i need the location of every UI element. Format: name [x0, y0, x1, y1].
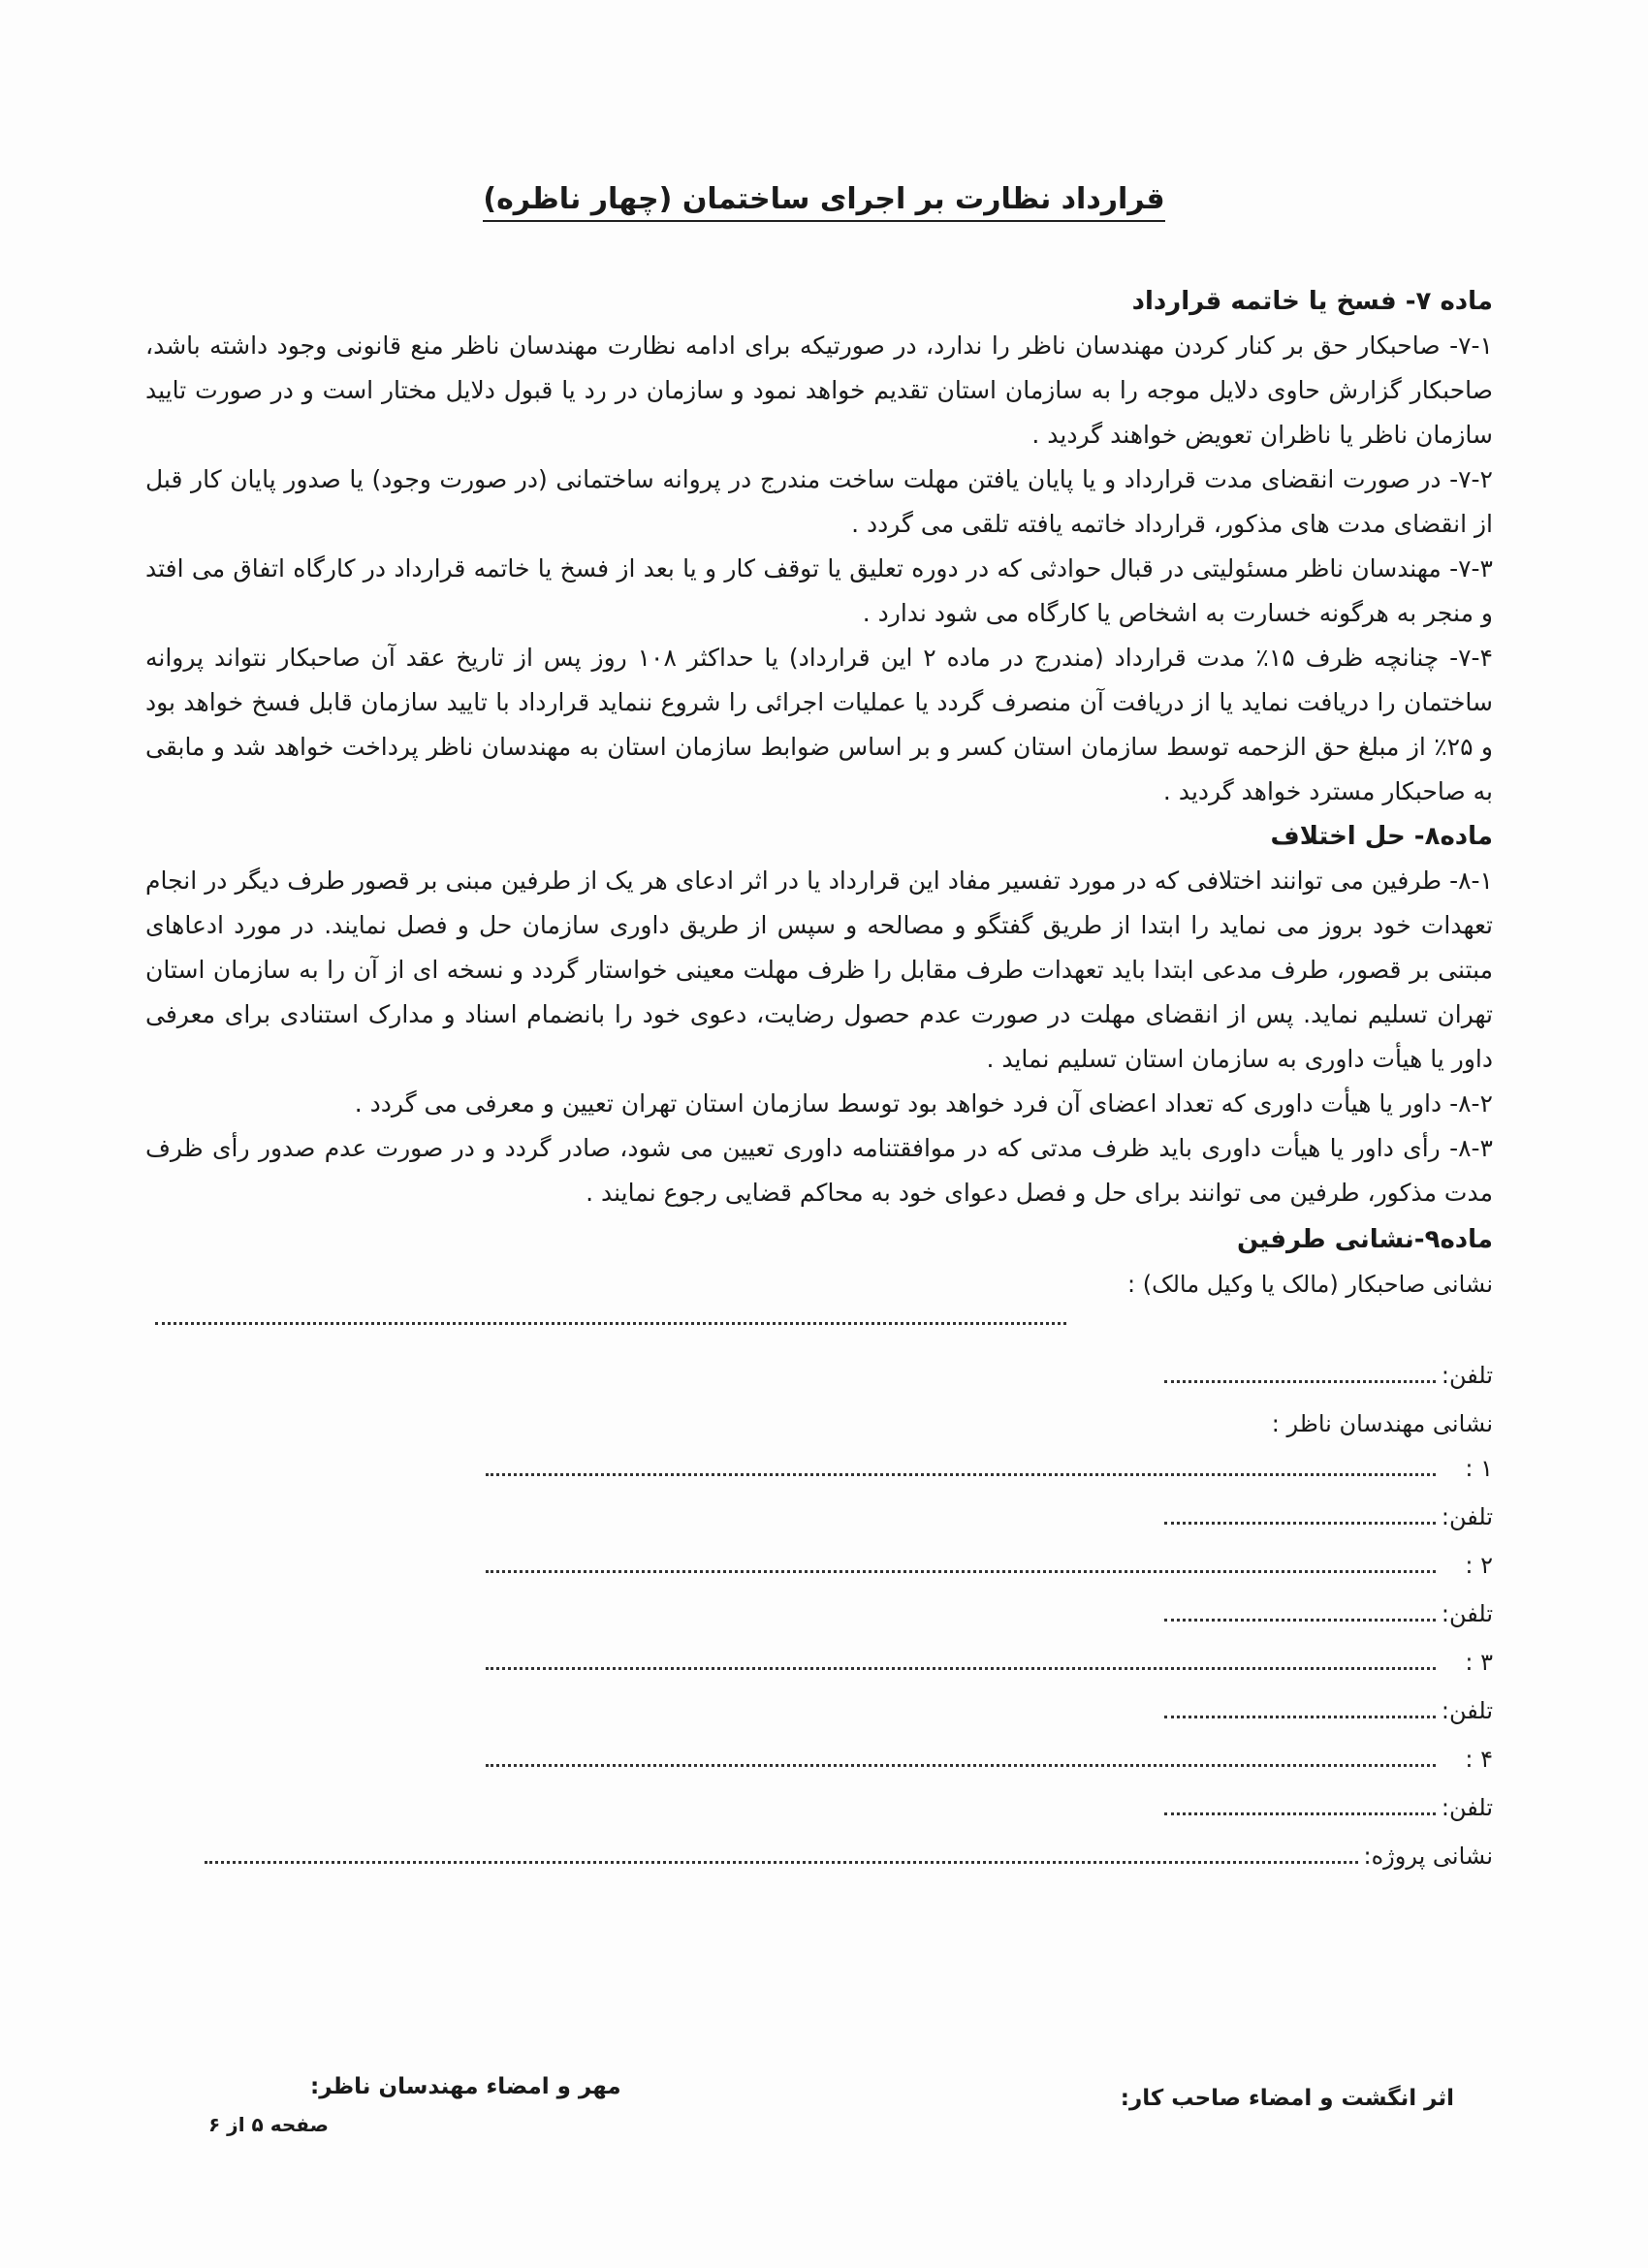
engineer-3-phone-row [145, 1688, 1493, 1737]
engineer-3-phone-field[interactable] [1164, 1698, 1436, 1718]
engineers-address-row [145, 1402, 1493, 1446]
engineer-4-phone-row [145, 1785, 1493, 1834]
article-7-heading: ماده ۷- فسخ یا خاتمه قرارداد [1131, 287, 1493, 316]
project-address-label: نشانی پروژه: [1363, 1843, 1493, 1870]
owner-phone-row [145, 1353, 1493, 1402]
clause-8-1: ۸-۱- طرفین می توانند اختلافی که در مورد تفسیر مفاد این قرارداد یا در اثر ادعای هر یک از طرفین مبنی بر قصور طرف دیگر در انجام تعهدات خود بروز می نماید را ابتدا از طریق گفتگو و مصالحه و سپس از طریق داوری سازمان حل و فصل نمایند. در مورد ادعاهای مبتنی بر قصور، طرف مدعی ابتدا باید تعهدات طرف مقابل را ظرف مهلت معینی خواستار گردد و نسخه ای از آن را به سازمان استان تهران تسلیم نماید. پس از انقضای مهلت در صورت عدم حصول رضایت، دعوی خود را بانضمام اسناد و مدارک استنادی برای معرفی داور یا هیأت داوری به سازمان استان تسلیم نماید . [145, 866, 1493, 1073]
owner-signature-label: اثر انگشت و امضاء صاحب کار: [1120, 2086, 1454, 2111]
project-address-field[interactable] [205, 1843, 1358, 1864]
article-8-heading: ماده۸- حل اختلاف [1270, 822, 1493, 851]
engineer-1-phone-label: تلفن: [1441, 1503, 1493, 1530]
engineer-3-address-row [145, 1640, 1493, 1688]
engineer-3-label: ۳ : [1465, 1649, 1493, 1676]
clause-7-3: ۷-۳- مهندسان ناظر مسئولیتی در قبال حوادثی که در دوره تعلیق یا توقف کار و یا بعد از فسخ یا خاتمه قرارداد در کارگاه اتفاق می افتد و منجر به هرگونه خسارت به اشخاص یا کارگاه می شود ندارد . [145, 554, 1493, 627]
engineer-2-phone-row [145, 1591, 1493, 1640]
project-address-row [145, 1834, 1493, 1882]
engineer-3-phone-label: تلفن: [1441, 1697, 1493, 1724]
engineer-4-address-field[interactable] [486, 1747, 1436, 1767]
engineer-4-phone-label: تلفن: [1441, 1794, 1493, 1821]
document-body [145, 279, 1493, 1882]
engineer-4-phone-field[interactable] [1164, 1795, 1436, 1815]
document-title-text: قرارداد نظارت بر اجرای ساختمان (چهار ناظره) [483, 182, 1164, 222]
article-8-section [145, 814, 1493, 1215]
clause-7-4: ۷-۴- چنانچه ظرف ۱۵٪ مدت قرارداد (مندرج در ماده ۲ این قرارداد) یا حداکثر ۱۰۸ روز پس از تاریخ عقد آن صاحبکار نتواند پروانه ساختمان را دریافت نماید یا از دریافت آن منصرف گردد یا عملیات اجرائی را شروع ننماید قرارداد با تایید سازمان قابل فسخ خواهد بود و ۲۵٪ از مبلغ حق الزحمه توسط سازمان استان کسر و بر اساس ضوابط سازمان استان به مهندسان ناظر پرداخت خواهد شد و مابقی به صاحبکار مسترد خواهد گردید . [145, 644, 1493, 805]
owner-address-row [145, 1262, 1493, 1305]
owner-phone-field[interactable] [1164, 1363, 1436, 1383]
engineer-1-phone-row [145, 1495, 1493, 1543]
article-9-heading: ماده۹-نشانی طرفین [1236, 1225, 1493, 1254]
engineer-1-label: ۱ : [1465, 1455, 1493, 1482]
engineer-2-address-field[interactable] [486, 1553, 1436, 1573]
owner-address-field[interactable] [155, 1305, 1066, 1325]
owner-phone-label: تلفن: [1441, 1362, 1493, 1389]
engineer-3-address-field[interactable] [486, 1650, 1436, 1670]
clause-7-1: ۷-۱- صاحبکار حق بر کنار کردن مهندسان ناظر را ندارد، در صورتیکه برای ادامه نظارت مهندسان ناظر منع قانونی وجود داشته باشد، صاحبکار گزارش حاوی دلایل موجه را به سازمان استان تقدیم خواهد نمود و سازمان در رد یا قبول دلایل مختار است و در صورت تایید سازمان ناظر یا ناظران تعویض خواهند گردید . [145, 331, 1493, 449]
engineer-1-address-row [145, 1446, 1493, 1495]
engineer-2-phone-field[interactable] [1164, 1601, 1436, 1622]
document-title [0, 182, 1648, 216]
engineer-4-address-row [145, 1737, 1493, 1785]
owner-address-line [145, 1305, 1493, 1353]
article-7-section [145, 279, 1493, 814]
engineer-2-label: ۲ : [1465, 1552, 1493, 1579]
clause-8-3: ۸-۳- رأی داور یا هیأت داوری باید ظرف مدتی که در موافقتنامه داوری تعیین می شود، صادر گردد و در صورت عدم صدور رأی ظرف مدت مذکور، طرفین می توانند برای حل و فصل دعوای خود به محاکم قضایی رجوع نمایند . [145, 1134, 1493, 1207]
clause-7-2: ۷-۲- در صورت انقضای مدت قرارداد و یا پایان یافتن مهلت ساخت مندرج در پروانه ساختمانی (در صورت وجود) یا صدور پایان کار قبل از انقضای مدت های مذکور، قرارداد خاتمه یافته تلقی می گردد . [145, 465, 1493, 538]
page-number: صفحه ۵ از ۶ [208, 2113, 329, 2136]
engineer-2-address-row [145, 1543, 1493, 1591]
engineer-1-phone-field[interactable] [1164, 1504, 1436, 1525]
owner-address-label: نشانی صاحبکار (مالک یا وکیل مالک) : [1127, 1271, 1493, 1298]
clause-8-2: ۸-۲- داور یا هیأت داوری که تعداد اعضای آن فرد خواهد بود توسط سازمان استان تهران تعیین و معرفی می گردد . [354, 1089, 1493, 1118]
engineer-4-label: ۴ : [1465, 1746, 1493, 1773]
engineer-2-phone-label: تلفن: [1441, 1600, 1493, 1627]
engineers-signature-label: مهر و امضاء مهندسان ناظر: [310, 2074, 621, 2099]
engineers-address-label: نشانی مهندسان ناظر : [1271, 1410, 1493, 1437]
engineer-1-address-field[interactable] [486, 1456, 1436, 1476]
article-9-section [145, 1217, 1493, 1882]
